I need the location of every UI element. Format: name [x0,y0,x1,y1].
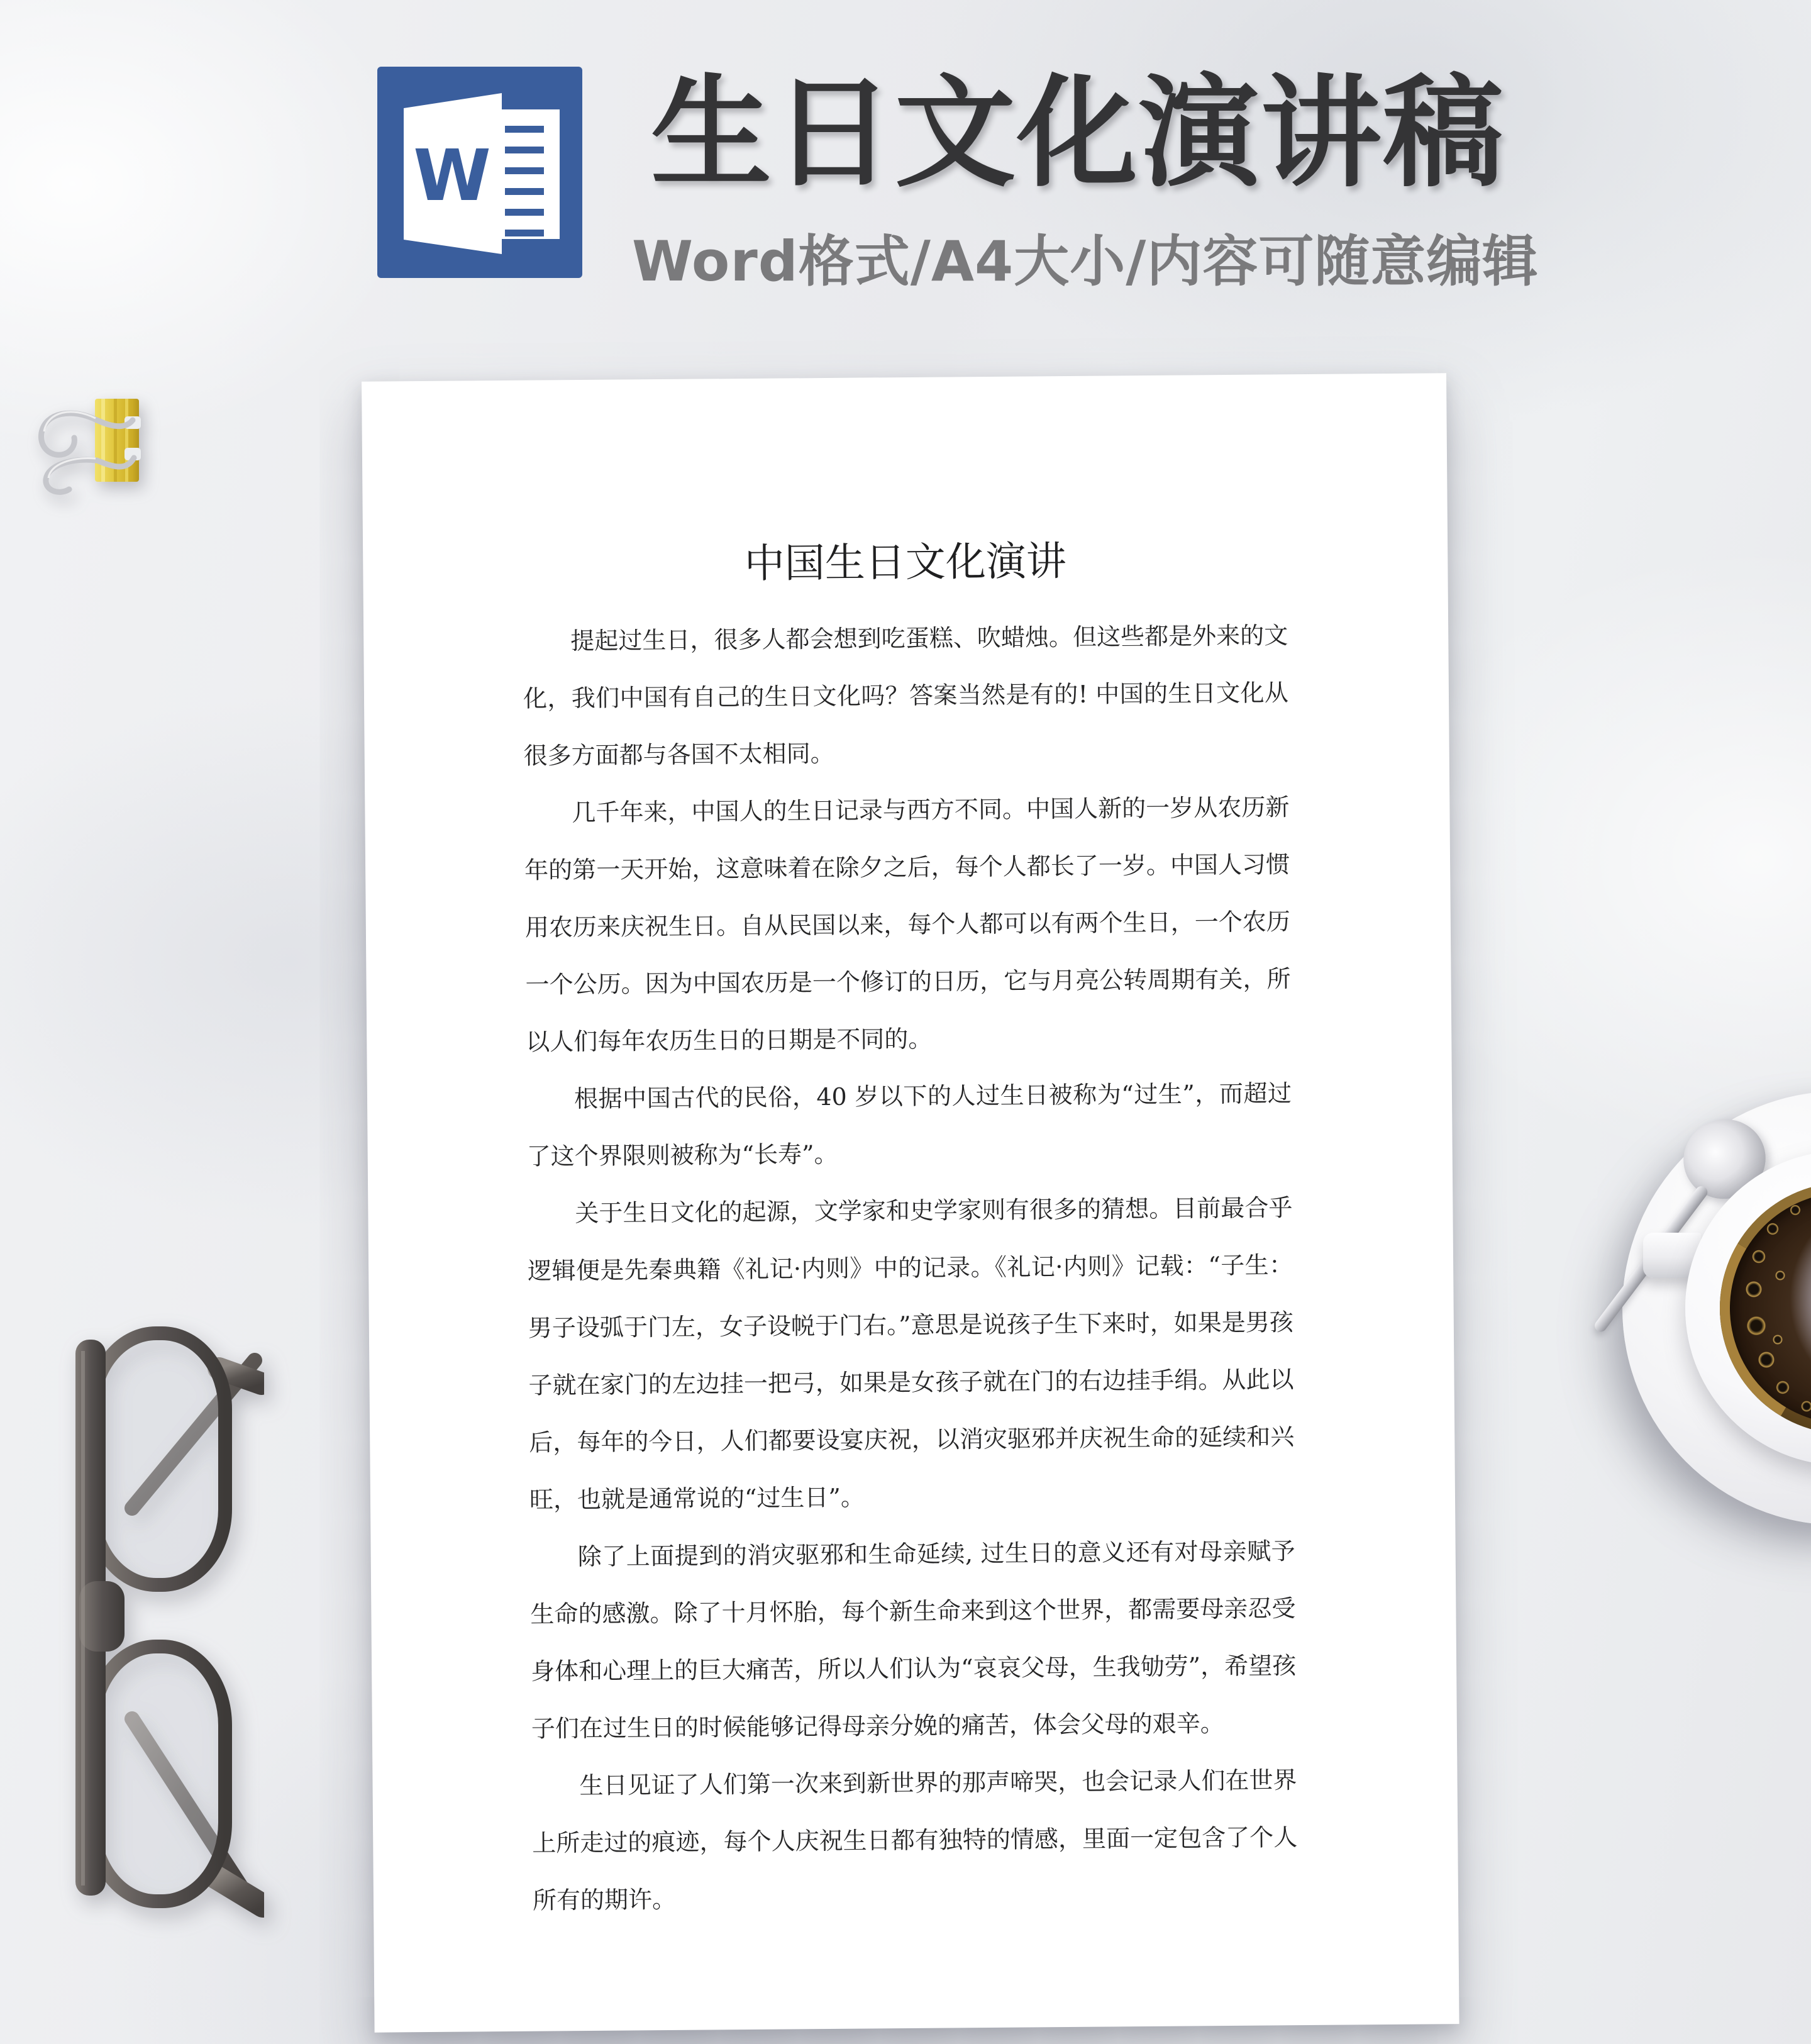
paragraph-1: 提起过生日，很多人都会想到吃蛋糕、吹蜡烛。但这些都是外来的文化，我们中国有自己的生日文化吗？答案当然是有的! 中国的生日文化从很多方面都与各国不太相同。 [523,621,1289,770]
glasses-lens-bottom [93,1647,225,1901]
banner-subtitle: Word格式/A4大小/内容可随意编辑 [632,229,1539,294]
paragraph-3: 根据中国古代的民俗，40 岁以下的人过生日被称为“过生”，而超过了这个界限则被称为“长寿”。 [526,1079,1292,1170]
paragraph-4: 关于生日文化的起源，文学家和史学家则有很多的猜想。目前最合乎逻辑便是先秦典籍《礼记·内则》中的记录。《礼记·内则》记载：“子生：男子设弧于门左，女子设帨于门右。”意思是说孩子生下来时，如果是男孩子就在家门的左边挂一把弓，如果是女孩子就在门的右边挂手绢。从此以后，每年的今日，人们都要设宴庆祝，以消灾驱邪并庆祝生命的延续和兴旺，也就是通常说的“过生日”。 [527,1194,1295,1514]
document-body [523,607,1298,1929]
glasses-lens-top [93,1333,225,1585]
document-page [362,373,1459,2032]
banner-title: 生日文化演讲稿 [651,64,1505,204]
word-icon [377,67,582,278]
paragraph-5: 除了上面提到的消灾驱邪和生命延续, 过生日的意义还有对母亲赋予生命的感激。除了十月怀胎，每个新生命来到这个世界，都需要母亲忍受身体和心理上的巨大痛苦，所以人们认为“哀哀父母，生我劬劳”，希望孩子们在过生日的时候能够记得母亲分娩的痛苦，体会父母的艰辛。 [530,1536,1297,1743]
document-title: 中国生日文化演讲 [744,538,1067,588]
coffee-cup-icon [1528,1057,1811,1560]
paragraph-2: 几千年来，中国人的生日记录与西方不同。中国人新的一岁从农历新年的第一天开始，这意味着在除夕之后，每个人都长了一岁。中国人习惯用农历来庆祝生日。自从民国以来，每个人都可以有两个生日，一个农历一个公历。因为中国农历是一个修订的日历，它与月亮公转周期有关，所以人们每年农历生日的日期是不同的。 [524,793,1291,1056]
glasses-bridge [79,1581,125,1652]
eyeglasses-icon [38,1307,264,1923]
word-icon-letter: W [413,135,491,217]
binder-clip-icon [30,384,175,516]
paragraph-6: 生日见证了人们第一次来到新世界的那声啼哭，也会记录人们在世界上所走过的痕迹，每个人庆祝生日都有独特的情感，里面一定包含了个人所有的期许。 [532,1765,1298,1914]
